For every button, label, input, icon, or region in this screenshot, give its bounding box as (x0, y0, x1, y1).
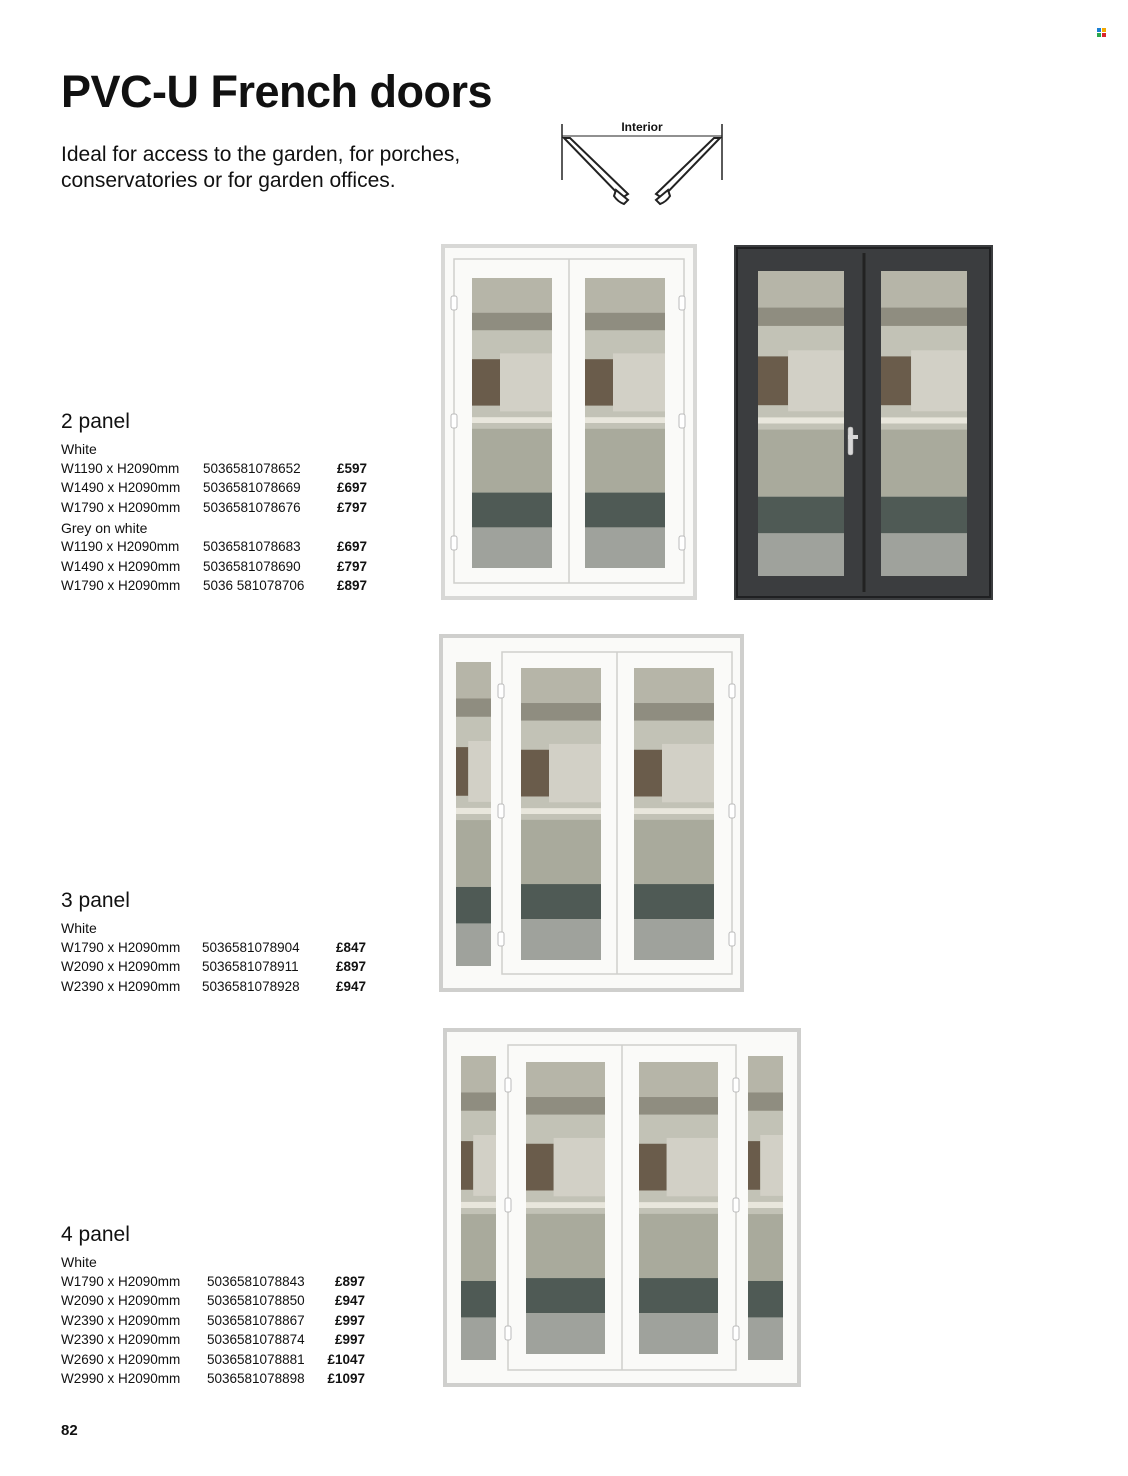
size-cell: W1490 x H2090mm (61, 480, 181, 496)
price-cell: £947 (334, 1293, 365, 1309)
table-row (61, 1330, 381, 1349)
table-row (61, 957, 381, 976)
page-title: PVC-U French doors (61, 66, 493, 117)
brand-mark-icon (1097, 28, 1106, 37)
glass-pane (748, 1056, 783, 1360)
product-code-cell: 5036581078881 (207, 1351, 305, 1367)
hinge (729, 804, 735, 818)
glass-pane (461, 1056, 496, 1360)
page-subtitle (61, 142, 521, 194)
table-row (61, 1369, 381, 1388)
product-code-cell: 5036581078911 (202, 959, 299, 975)
section-title: 4 panel (61, 1223, 130, 1246)
door-opening-diagram (558, 118, 726, 210)
product-code-cell: 5036581078843 (207, 1274, 305, 1289)
product-code-cell: 5036581078867 (207, 1312, 305, 1328)
white-4-panel-french-door-image (443, 1028, 801, 1387)
hinge (498, 684, 504, 698)
glass-pane (456, 662, 491, 966)
subtitle-line-1: Ideal for access to the garden, for porches, (61, 143, 461, 166)
hinge (733, 1078, 739, 1092)
section-3-panel (61, 889, 381, 996)
size-cell: W1790 x H2090mm (61, 940, 181, 955)
group-label-white: White (61, 1254, 97, 1270)
table-row (61, 1272, 381, 1291)
size-cell: W2390 x H2090mm (61, 978, 181, 994)
table-row (61, 1311, 381, 1330)
price-cell: £797 (336, 558, 367, 574)
product-code-cell: 5036 581078706 (203, 577, 305, 593)
glass-pane (881, 271, 967, 576)
group-label-white: White (61, 441, 97, 457)
price-cell: £897 (335, 959, 366, 975)
white-2-panel-french-door-image (441, 244, 697, 600)
price-cell: £997 (334, 1332, 365, 1348)
size-cell: W1190 x H2090mm (61, 539, 180, 555)
table-row (61, 938, 381, 957)
price-cell: £947 (335, 978, 366, 994)
price-cell: £1097 (327, 1370, 365, 1386)
size-cell: W2090 x H2090mm (61, 959, 181, 975)
hinge (505, 1078, 511, 1092)
price-cell: £697 (336, 480, 367, 496)
hinge (679, 414, 685, 428)
product-code-cell: 5036581078898 (207, 1370, 305, 1386)
grey-2-panel-french-door-image (734, 245, 993, 600)
hinge (729, 932, 735, 946)
table-row (61, 498, 381, 517)
hinge (733, 1326, 739, 1340)
product-code-cell: 5036581078669 (203, 480, 301, 496)
size-cell: W2990 x H2090mm (61, 1370, 181, 1386)
size-cell: W1790 x H2090mm (61, 1274, 181, 1289)
group-label-grey-on-white: Grey on white (61, 520, 148, 537)
size-cell: W2390 x H2090mm (61, 1312, 181, 1328)
hinge (451, 414, 457, 428)
glass-pane (521, 668, 601, 960)
price-cell: £897 (334, 1274, 365, 1289)
price-cell: £797 (336, 499, 367, 515)
product-code-cell: 5036581078690 (203, 558, 301, 574)
white-3-panel-french-door-image (439, 634, 744, 992)
hinge (451, 536, 457, 550)
hinge (679, 296, 685, 310)
table-row (61, 1291, 381, 1310)
section-title: 2 panel (61, 410, 130, 433)
section-4-panel (61, 1223, 381, 1388)
size-cell: W1190 x H2090mm (61, 461, 180, 476)
hinge (729, 684, 735, 698)
door-handle-lever (848, 435, 858, 439)
size-cell: W2090 x H2090mm (61, 1293, 181, 1309)
price-cell: £847 (335, 940, 366, 955)
hinge (451, 296, 457, 310)
table-row (61, 557, 381, 576)
product-code-cell: 5036581078928 (202, 978, 300, 994)
hinge (505, 1198, 511, 1212)
section-title: 3 panel (61, 889, 130, 912)
door-handle-icon (848, 427, 853, 455)
size-cell: W2690 x H2090mm (61, 1351, 181, 1367)
page-number: 82 (61, 1422, 78, 1439)
glass-pane (639, 1062, 718, 1354)
product-code-cell: 5036581078874 (207, 1332, 305, 1348)
subtitle-line-2: conservatories or for garden offices. (61, 169, 396, 192)
price-cell: £897 (336, 577, 367, 593)
product-code-cell: 5036581078652 (203, 461, 301, 476)
hinge (679, 536, 685, 550)
hinge (733, 1198, 739, 1212)
table-row (61, 977, 381, 996)
price-cell: £997 (334, 1312, 365, 1328)
product-code-cell: 5036581078904 (202, 940, 300, 955)
size-cell: W2390 x H2090mm (61, 1332, 181, 1348)
hinge (498, 932, 504, 946)
size-cell: W1790 x H2090mm (61, 577, 181, 593)
hinge (498, 804, 504, 818)
glass-pane (634, 668, 714, 960)
table-row (61, 1350, 381, 1369)
section-2-panel (61, 410, 381, 595)
price-cell: £597 (336, 461, 367, 476)
group-label-white: White (61, 920, 97, 936)
hinge (505, 1326, 511, 1340)
diagram-label: Interior (558, 120, 726, 134)
price-cell: £697 (336, 539, 367, 555)
table-row (61, 478, 381, 497)
glass-pane (585, 278, 665, 568)
product-code-cell: 5036581078676 (203, 499, 301, 515)
table-row (61, 537, 381, 556)
price-cell: £1047 (327, 1351, 365, 1367)
size-cell: W1490 x H2090mm (61, 558, 181, 574)
product-code-cell: 5036581078683 (203, 539, 301, 555)
size-cell: W1790 x H2090mm (61, 499, 181, 515)
table-row (61, 576, 381, 595)
glass-pane (472, 278, 552, 568)
glass-pane (758, 271, 844, 576)
glass-pane (526, 1062, 605, 1354)
product-code-cell: 5036581078850 (207, 1293, 305, 1309)
table-row (61, 459, 381, 478)
